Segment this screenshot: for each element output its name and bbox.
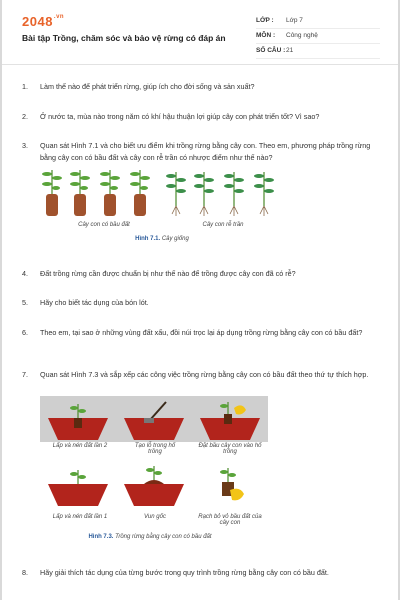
figure-7-1-caption: Hình 7.1. Cây giống — [135, 236, 189, 242]
planting-pit-icon — [124, 466, 184, 506]
document-header — [2, 0, 398, 65]
meta-count-key: SỐ CÂU : — [256, 47, 286, 54]
document-title: Bài tập Trồng, chăm sóc và bảo vệ rừng có đáp án — [22, 33, 226, 43]
question-number: 7. — [22, 370, 28, 379]
question-number: 3. — [22, 141, 28, 150]
figure-7-3-label-5: Vun gốc — [144, 514, 166, 520]
meta-grade-value: Lớp 7 — [286, 17, 303, 24]
site-logo[interactable]: $2048^{.vn}$ — [22, 14, 65, 29]
question-number: 5. — [22, 298, 28, 307]
question-number: 1. — [22, 82, 28, 91]
question-text: Đất trồng rừng cần được chuẩn bị như thế nào để trồng được cây con đã có rễ? — [40, 269, 296, 278]
question-text: Hãy cho biết tác dụng của bón lót. — [40, 298, 149, 307]
figure-7-1-label-right: Cây con rễ trần — [202, 222, 244, 228]
meta-grade — [256, 14, 380, 29]
figure-7-3-label-3: Đặt bầu cây con vào hố trồng — [198, 443, 262, 455]
figure-7-3-label-1: Lấp và nén đất lần 2 — [52, 443, 108, 449]
figure-7-3-caption: Hình 7.3. Trồng rừng bằng cây con có bầu đất — [88, 534, 212, 540]
question-text: Làm thế nào để phát triển rừng, giúp ích cho đời sống và sản xuất? — [40, 82, 255, 91]
meta-subject-value: Công nghệ — [286, 32, 318, 39]
document-page — [2, 0, 398, 600]
question-text: Ở nước ta, mùa nào trong năm có khí hậu thuận lợi giúp cây con phát triển tốt? Vì sao? — [40, 112, 320, 121]
question-text: Quan sát Hình 7.1 và cho biết ưu điểm khi trồng rừng bằng cây con. Theo em, phương pháp trồng rừng bằng cây con có bầu đất và cây con rễ trần có nhược điểm như thế nào? — [40, 141, 371, 162]
bare-root-seedlings-icon — [166, 172, 274, 216]
figure-7-3-label-6: Rạch bỏ vỏ bầu đất của cây con — [198, 514, 262, 526]
meta-grade-key: LỚP : — [256, 17, 274, 24]
question-number: 4. — [22, 269, 28, 278]
figure-7-3-label-4: Lấp và nén đất lần 1 — [52, 514, 108, 520]
question-number: 6. — [22, 328, 28, 337]
figure-7-1-label-left: Cây con có bầu đất — [78, 222, 130, 228]
meta-count-value: 21 — [286, 47, 294, 54]
figure-7-1-seedlings — [40, 164, 290, 220]
meta-count — [256, 44, 380, 59]
question-text: Hãy giải thích tác dụng của từng bước trong quy trình trồng rừng bằng cây con có bầu đất. — [40, 568, 329, 577]
planting-pit-icon — [48, 470, 108, 506]
meta-subject — [256, 29, 380, 44]
figure-7-3-label-2: Tạo lỗ trong hố trồng — [134, 443, 176, 455]
question-number: 2. — [22, 112, 28, 121]
cutting-bag-icon — [220, 468, 244, 500]
question-text: Quan sát Hình 7.3 và sắp xếp các công việc trồng rừng bằng cây con có bầu đất theo thứ tự thích hợp. — [40, 370, 369, 379]
question-number: 8. — [22, 568, 28, 577]
question-text: Theo em, tại sao ở những vùng đất xấu, đồi núi trọc lại áp dụng trồng rừng bằng cây con có bầu đất? — [40, 328, 363, 337]
meta-subject-key: MÔN : — [256, 32, 276, 39]
potted-seedlings-icon — [42, 170, 150, 216]
